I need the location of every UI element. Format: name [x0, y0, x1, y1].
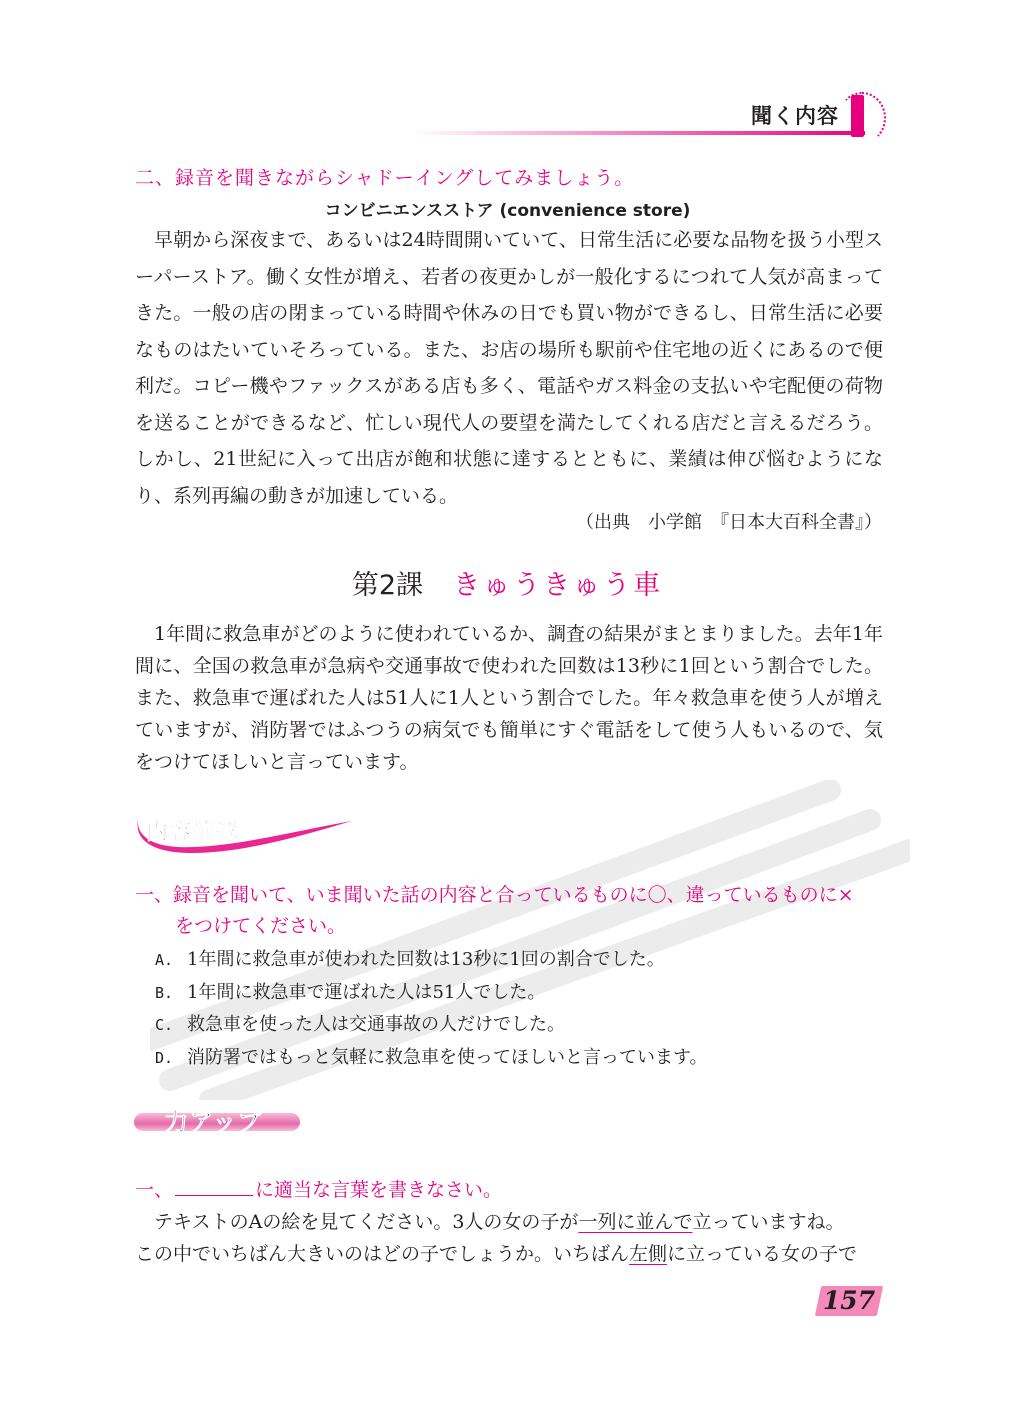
underlined-word: 左側 [629, 1243, 668, 1265]
option-c: C. 救急車を使った人は交通事故の人だけでした。 [155, 1014, 565, 1035]
skill-up-text [135, 1206, 883, 1270]
answer-options [155, 944, 708, 1074]
article-title: コンビニエンスストア (convenience store) [324, 201, 691, 221]
header-title: 聞く内容 [751, 104, 839, 128]
page-number: 157 [822, 1286, 876, 1315]
lesson-title [135, 563, 880, 602]
page-number-badge [815, 1286, 883, 1316]
content-check-badge: 内容確認 [146, 820, 239, 845]
header-rule [410, 131, 865, 135]
article-source: （出典 小学館 『日本大百科全書』） [576, 512, 882, 533]
underlined-phrase: 一列に並んで [578, 1211, 693, 1233]
answer-blank [175, 1177, 253, 1196]
lesson-name: きゅうきゅう車 [453, 570, 664, 601]
question-line-2: をつけてください。 [175, 915, 347, 937]
lesson-body [135, 618, 883, 778]
content-check-question [135, 880, 885, 942]
question-line-1: 一、録音を聞いて、いま聞いた話の内容と合っているものに〇、違っているものに× [135, 884, 854, 906]
article-body [135, 222, 883, 514]
lesson-paragraph: 1年間に救急車がどのように使われているか、調査の結果がまとまりました。去年1年間に、全国の救急車が急病や交通事故で使われた回数は13秒に1回という割合でした。また、救急車で運ばれた人は51人に1人という割合でした。年々救急車を使う人が増えていますが、消防署ではふつうの病気でも簡単にすぐ電話をして使う人もいるので、気をつけてほしいと言っています。 [135, 623, 883, 773]
skill-up-line-2: この中でいちばん大きいのはどの子でしょうか。いちばん左側に立っている女の子で [135, 1243, 858, 1265]
article-paragraph: 早朝から深夜まで、あるいは24時間開いていて、日常生活に必要な品物を扱う小型スーパーストア。働く女性が増え、若者の夜更かしが一般化するにつれて人気が高まってきた。一般の店の閉まっている時間や休みの日でも買い物ができるし、日常生活に必要なものはたいていそろっている。また、お店の場所も駅前や住宅地の近くにあるので便利だ。コピー機やファックスがある店も多く、電話やガス料金の支払いや宅配便の荷物を送ることができるなど、忙しい現代人の要望を満たしてくれる店だと言えるだろう。しかし、21世紀に入って出店が飽和状態に達するとともに、業績は伸び悩むようになり、系列再編の動きが加速している。 [135, 229, 883, 507]
lesson-number: 第2課 [351, 570, 424, 601]
option-d: D. 消防署ではもっと気軽に救急車を使ってほしいと言っています。 [155, 1046, 708, 1068]
skill-up-question: 一、 に適当な言葉を書きなさい。 [135, 1179, 503, 1201]
shadowing-heading: 二、録音を聞きながらシャドーイングしてみましょう。 [135, 167, 635, 189]
header-accent-bar [851, 95, 864, 137]
skill-up-line-1: テキストのAの絵を見てください。3人の女の子が一列に並んで立っていますね。 [154, 1211, 845, 1233]
option-a: A. 1年間に救急車が使われた回数は13秒に1回の割合でした。 [155, 949, 665, 970]
option-b: B. 1年間に救急車で運ばれた人は51人でした。 [155, 981, 546, 1003]
skill-up-badge: 力アップ [164, 1108, 263, 1136]
